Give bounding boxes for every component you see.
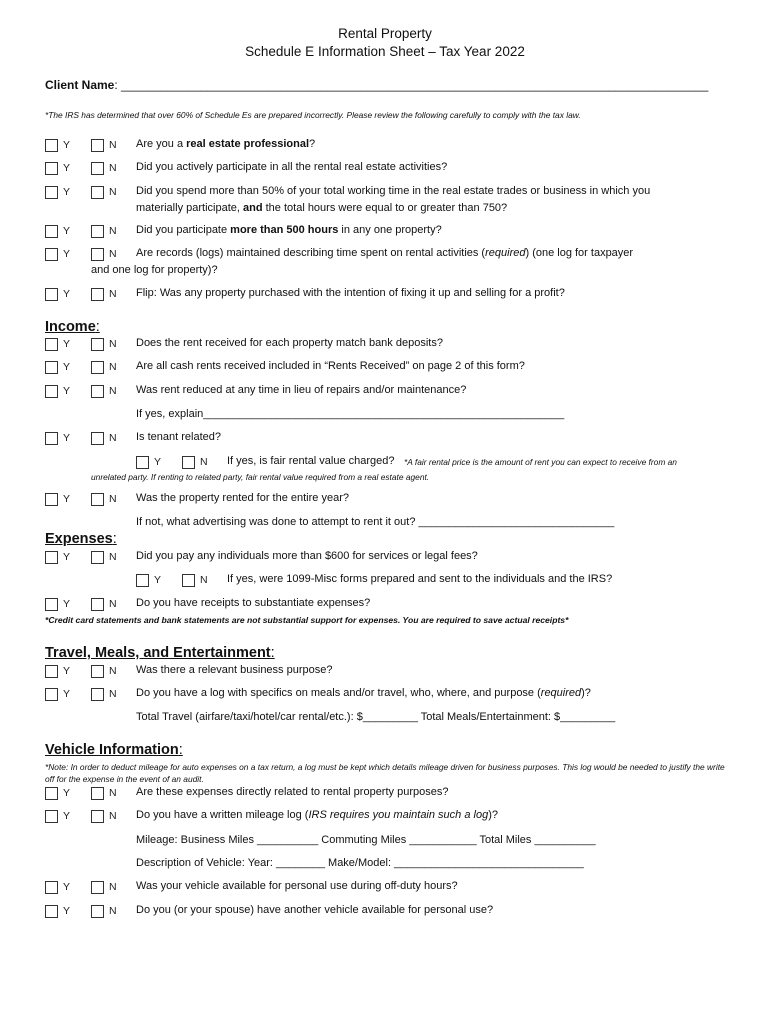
no-label: N: [109, 881, 117, 893]
question-text: Do you have receipts to substantiate expenses?: [136, 597, 371, 609]
question-text: Do you have a written mileage log (IRS requires you maintain such a log)?: [136, 809, 498, 821]
question-text: Did you actively participate in all the rental real estate activities?: [136, 161, 448, 173]
yes-label: Y: [63, 432, 71, 444]
no-label: N: [109, 225, 117, 237]
no-checkbox[interactable]: [91, 139, 104, 152]
no-label: N: [109, 385, 117, 397]
form-title: Rental Property: [338, 26, 432, 41]
no-checkbox[interactable]: [91, 493, 104, 506]
no-checkbox[interactable]: [91, 432, 104, 445]
question-text: Are these expenses directly related to rental property purposes?: [136, 786, 449, 798]
no-checkbox[interactable]: [91, 598, 104, 611]
no-checkbox[interactable]: [91, 225, 104, 238]
no-checkbox[interactable]: [91, 288, 104, 301]
income-heading: Income:: [45, 319, 100, 335]
no-label: N: [109, 493, 117, 505]
question-text: Are all cash rents received included in “Rents Received” on page 2 of this form?: [136, 360, 525, 372]
yes-checkbox[interactable]: [136, 574, 149, 587]
no-checkbox[interactable]: [182, 456, 195, 469]
yes-checkbox[interactable]: [45, 338, 58, 351]
travel-heading: Travel, Meals, and Entertainment:: [45, 645, 275, 661]
no-checkbox[interactable]: [91, 665, 104, 678]
question-text: Flip: Was any property purchased with the intention of fixing it up and selling for a profit?: [136, 287, 565, 299]
question-text: Was there a relevant business purpose?: [136, 664, 333, 676]
question-text: Do you (or your spouse) have another vehicle available for personal use?: [136, 904, 494, 916]
explain-line[interactable]: If yes, explain___________________________________________________________: [136, 408, 565, 420]
no-checkbox[interactable]: [91, 688, 104, 701]
yes-label: Y: [63, 361, 71, 373]
travel-totals-line[interactable]: Total Travel (airfare/taxi/hotel/car rental/etc.): $_________ Total Meals/Entertainment: $_________: [136, 711, 616, 723]
yes-checkbox[interactable]: [45, 598, 58, 611]
client-name-label: Client Name: [45, 78, 115, 92]
no-checkbox[interactable]: [91, 385, 104, 398]
mileage-line[interactable]: Mileage: Business Miles __________ Commuting Miles ___________ Total Miles __________: [136, 834, 596, 846]
yes-label: Y: [63, 665, 71, 677]
yes-label: Y: [63, 688, 71, 700]
no-label: N: [109, 665, 117, 677]
no-label: N: [200, 574, 208, 586]
mileage-note: *Note: In order to deduct mileage for auto expenses on a tax return, a log must be kept which details mileage driven for business purposes. This log would be needed to justify the write off for the expense in the event of an audit.: [45, 762, 725, 784]
yes-label: Y: [63, 248, 71, 260]
yes-checkbox[interactable]: [45, 361, 58, 374]
yes-checkbox[interactable]: [45, 551, 58, 564]
no-checkbox[interactable]: [91, 361, 104, 374]
no-label: N: [109, 248, 117, 260]
question-text: If yes, is fair rental value charged?: [227, 455, 395, 467]
yes-label: Y: [63, 551, 71, 563]
yes-label: Y: [63, 139, 71, 151]
yes-checkbox[interactable]: [45, 905, 58, 918]
no-label: N: [109, 162, 117, 174]
no-label: N: [109, 338, 117, 350]
yes-checkbox[interactable]: [45, 810, 58, 823]
no-checkbox[interactable]: [91, 551, 104, 564]
no-label: N: [109, 905, 117, 917]
no-label: N: [109, 361, 117, 373]
yes-label: Y: [63, 385, 71, 397]
yes-checkbox[interactable]: [45, 248, 58, 261]
no-checkbox[interactable]: [91, 881, 104, 894]
yes-label: Y: [63, 493, 71, 505]
credit-card-note: *Credit card statements and bank statements are not substantial support for expenses. You are required to save actual receipts*: [45, 615, 569, 625]
question-text-line2: and one log for property)?: [91, 264, 218, 276]
no-label: N: [109, 432, 117, 444]
question-text: If yes, were 1099-Misc forms prepared and sent to the individuals and the IRS?: [227, 573, 613, 585]
yes-checkbox[interactable]: [45, 688, 58, 701]
no-checkbox[interactable]: [91, 186, 104, 199]
yes-checkbox[interactable]: [45, 493, 58, 506]
no-label: N: [200, 456, 208, 468]
yes-checkbox[interactable]: [45, 432, 58, 445]
yes-label: Y: [154, 574, 162, 586]
client-name-line[interactable]: ________________________________________________________________________________________: [121, 78, 709, 92]
no-label: N: [109, 688, 117, 700]
yes-label: Y: [63, 338, 71, 350]
yes-checkbox[interactable]: [45, 288, 58, 301]
yes-label: Y: [154, 456, 162, 468]
yes-label: Y: [63, 810, 71, 822]
yes-label: Y: [63, 598, 71, 610]
yes-label: Y: [63, 881, 71, 893]
yes-label: Y: [63, 905, 71, 917]
no-label: N: [109, 810, 117, 822]
irs-note: *The IRS has determined that over 60% of Schedule Es are prepared incorrectly. Please review the following carefully to comply with the tax law.: [45, 110, 581, 120]
question-text-line2: materially participate, and the total hours were equal to or greater than 750?: [136, 202, 508, 214]
yes-checkbox[interactable]: [45, 385, 58, 398]
yes-checkbox[interactable]: [45, 186, 58, 199]
question-text: Did you pay any individuals more than $600 for services or legal fees?: [136, 550, 478, 562]
no-checkbox[interactable]: [91, 248, 104, 261]
yes-label: Y: [63, 787, 71, 799]
no-checkbox[interactable]: [91, 787, 104, 800]
yes-checkbox[interactable]: [45, 665, 58, 678]
question-text: Was your vehicle available for personal use during off-duty hours?: [136, 880, 458, 892]
advertising-line[interactable]: If not, what advertising was done to attempt to rent it out? ________________________________: [136, 516, 615, 528]
vehicle-heading: Vehicle Information:: [45, 742, 183, 758]
yes-label: Y: [63, 186, 71, 198]
question-text: Do you have a log with specifics on meals and/or travel, who, where, and purpose (required)?: [136, 687, 591, 699]
no-checkbox[interactable]: [91, 905, 104, 918]
client-name-field[interactable]: Client Name: ________________________________________________________________________________________: [45, 78, 709, 92]
question-text: Was the property rented for the entire year?: [136, 492, 349, 504]
yes-label: Y: [63, 225, 71, 237]
question-text: Did you participate more than 500 hours in any one property?: [136, 224, 442, 236]
fair-rental-note: *A fair rental price is the amount of rent you can expect to receive from an: [404, 457, 677, 467]
vehicle-description-line[interactable]: Description of Vehicle: Year: ________ Make/Model: _______________________________: [136, 857, 584, 869]
no-label: N: [109, 787, 117, 799]
yes-label: Y: [63, 162, 71, 174]
yes-checkbox[interactable]: [45, 139, 58, 152]
no-checkbox[interactable]: [91, 810, 104, 823]
no-label: N: [109, 551, 117, 563]
yes-checkbox[interactable]: [45, 225, 58, 238]
form-subtitle: Schedule E Information Sheet – Tax Year 2022: [245, 44, 525, 59]
yes-checkbox[interactable]: [45, 162, 58, 175]
question-text: Are you a real estate professional?: [136, 138, 316, 150]
question-text: Did you spend more than 50% of your total working time in the real estate trades or business in which you: [136, 185, 651, 197]
question-text: Does the rent received for each property match bank deposits?: [136, 337, 443, 349]
yes-checkbox[interactable]: [136, 456, 149, 469]
fair-rental-note-line2: unrelated party. If renting to related party, fair rental value required from a real estate agent.: [91, 472, 430, 482]
question-text: Are records (logs) maintained describing time spent on rental activities (required) (one log for taxpayer: [136, 247, 634, 259]
no-label: N: [109, 288, 117, 300]
no-checkbox[interactable]: [182, 574, 195, 587]
yes-checkbox[interactable]: [45, 787, 58, 800]
no-checkbox[interactable]: [91, 338, 104, 351]
yes-label: Y: [63, 288, 71, 300]
question-text: Is tenant related?: [136, 431, 222, 443]
no-label: N: [109, 139, 117, 151]
question-text: Was rent reduced at any time in lieu of repairs and/or maintenance?: [136, 384, 467, 396]
yes-checkbox[interactable]: [45, 881, 58, 894]
no-label: N: [109, 598, 117, 610]
expenses-heading: Expenses:: [45, 531, 117, 547]
no-label: N: [109, 186, 117, 198]
no-checkbox[interactable]: [91, 162, 104, 175]
